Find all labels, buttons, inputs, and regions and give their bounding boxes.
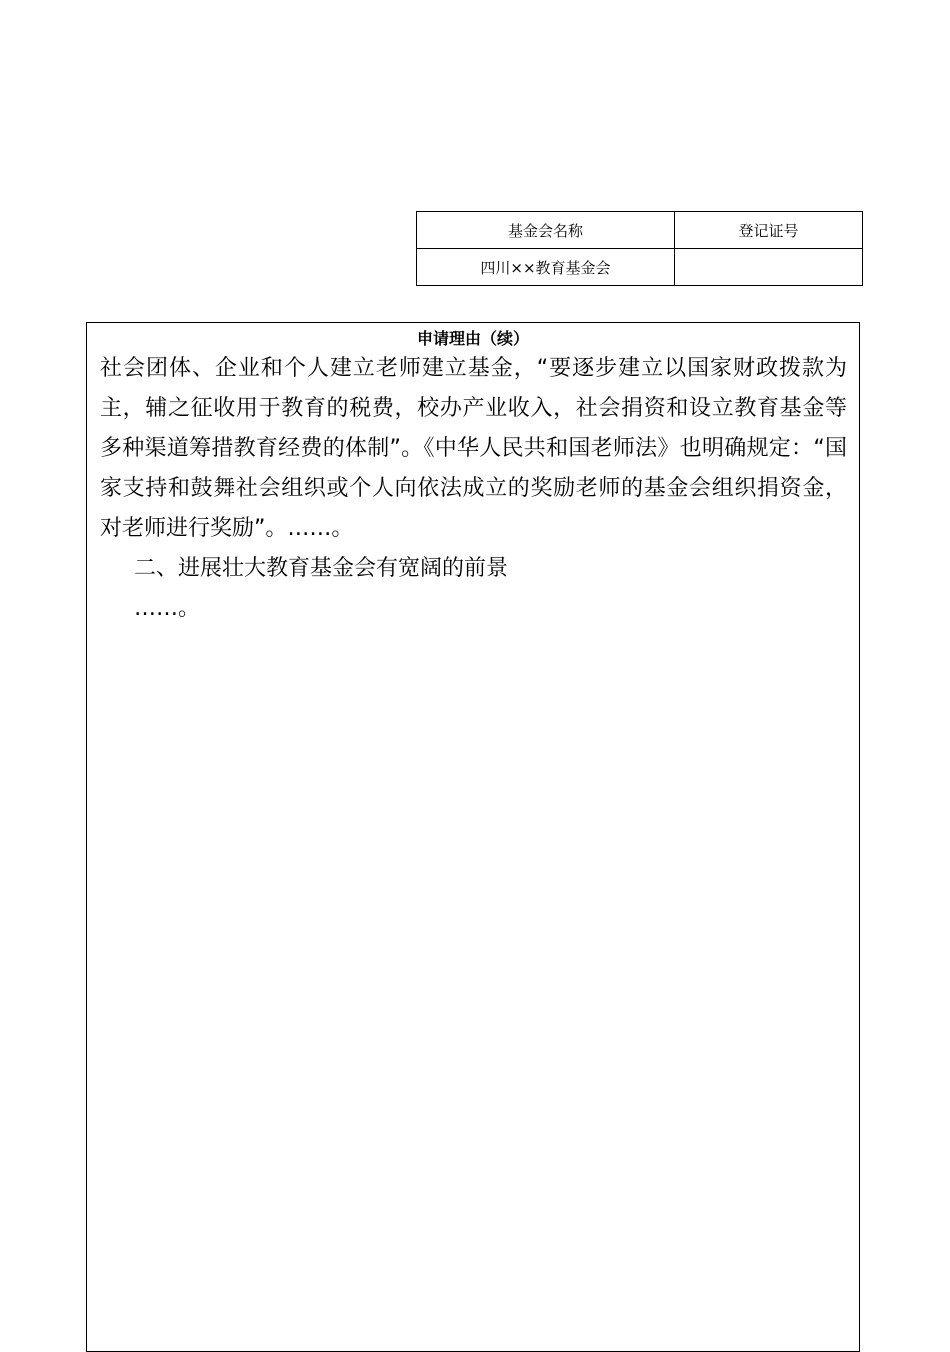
table-value-row <box>417 249 863 286</box>
application-reason-box <box>86 322 860 1352</box>
reason-paragraph-2: 二、进展壮大教育基金会有宽阔的前景 <box>134 556 509 581</box>
foundation-name-value: 四川××教育基金会 <box>417 249 675 286</box>
foundation-name-header: 基金会名称 <box>417 212 675 249</box>
reason-paragraph-3: ……。 <box>134 596 201 621</box>
foundation-info-table <box>416 211 863 286</box>
table-header-row <box>417 212 863 249</box>
reason-paragraph-1: 社会团体、企业和个人建立老师建立基金，“要逐步建立以国家财政拨款为主，辅之征收用于教育的税费，校办产业收入，社会捐资和设立教育基金等多种渠道筹措教育经费的体制”。《中华人民共和国老师法》也明确规定：“国家支持和鼓舞社会组织或个人向依法成立的奖励老师的基金会组织捐资金，对老师进行奖励”。……。 <box>100 356 847 541</box>
reason-title: 申请理由（续） <box>416 329 529 348</box>
reason-body <box>87 349 859 629</box>
registration-number-header: 登记证号 <box>675 212 863 249</box>
registration-number-value <box>675 249 863 286</box>
